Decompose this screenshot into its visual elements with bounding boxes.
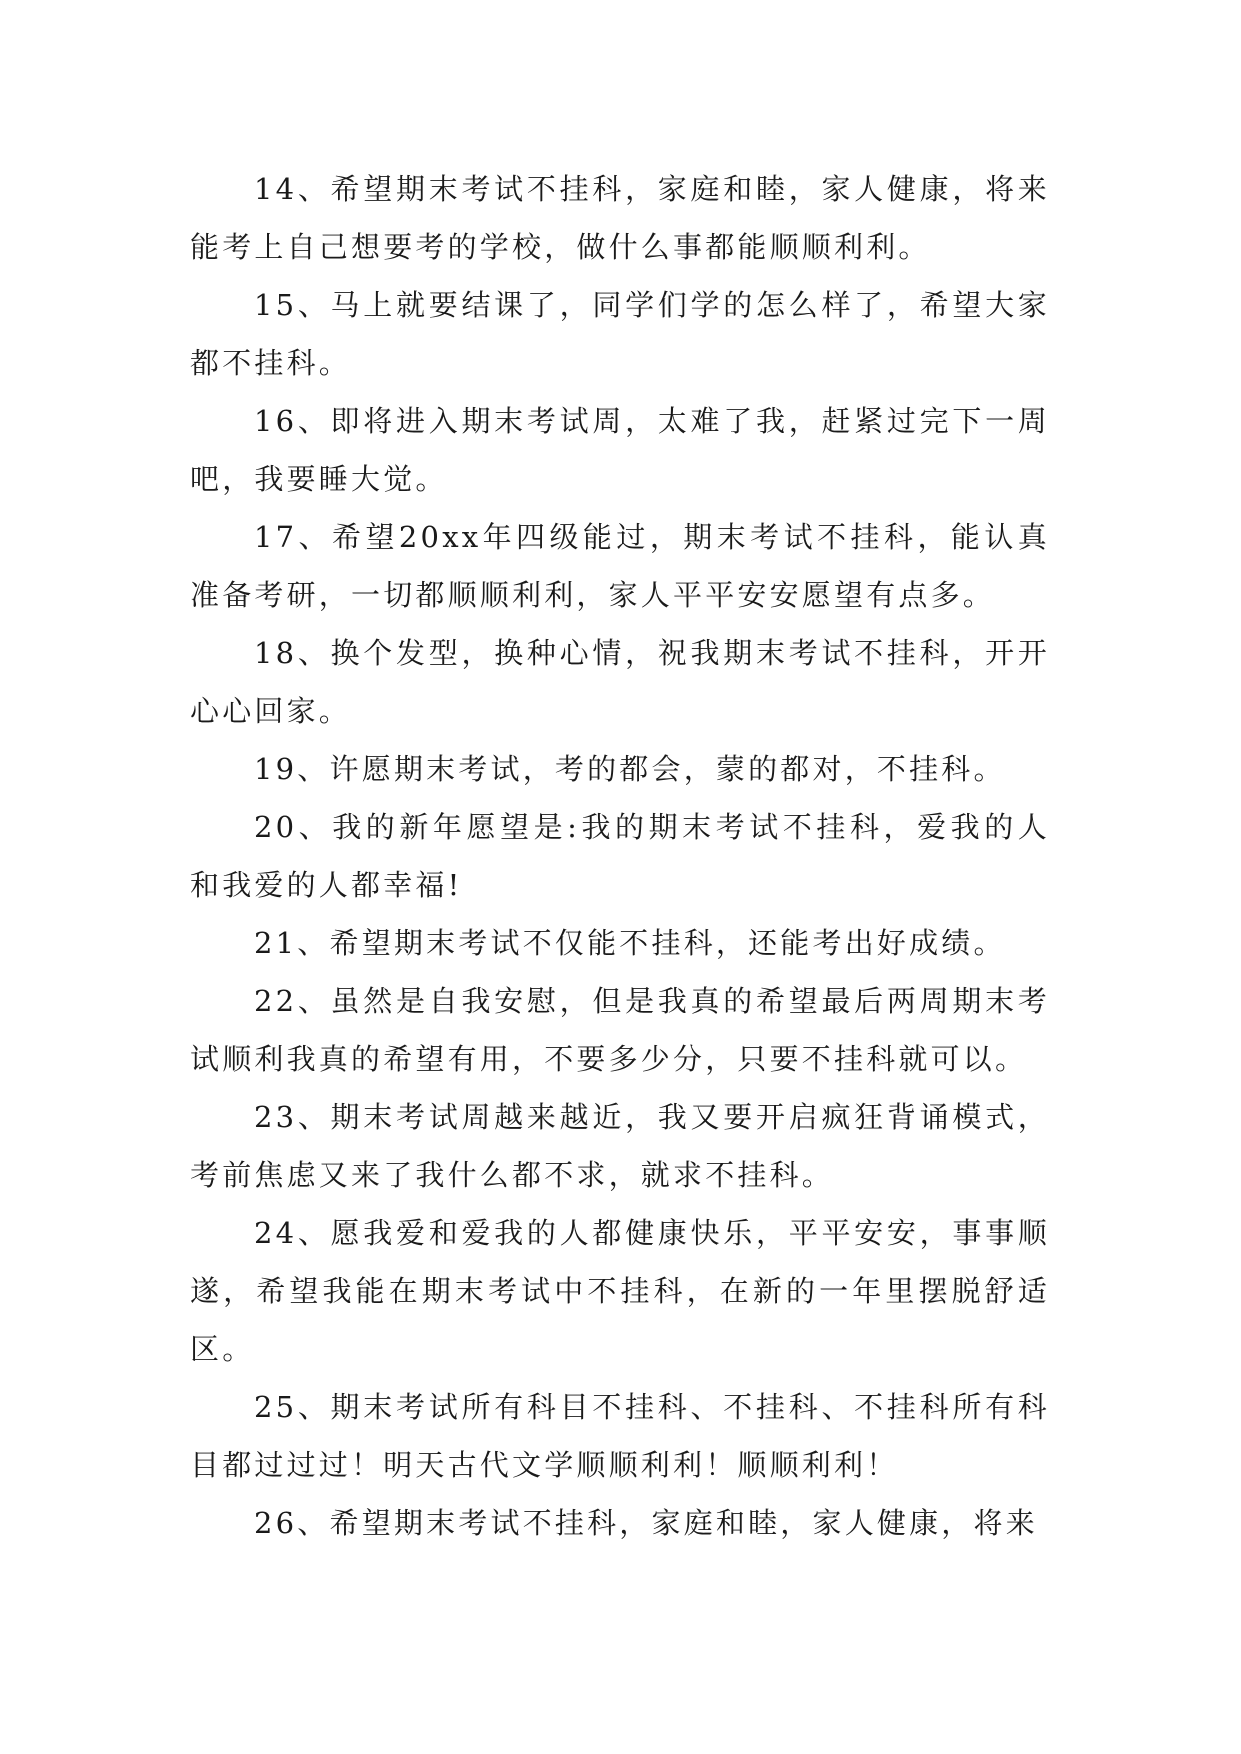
paragraph-14: 14、希望期末考试不挂科，家庭和睦，家人健康，将来能考上自己想要考的学校，做什么事都能顺顺利利。 (190, 172, 1050, 264)
paragraph-16: 16、即将进入期末考试周，太难了我，赶紧过完下一周吧，我要睡大觉。 (190, 404, 1050, 496)
paragraph-23: 23、期末考试周越来越近，我又要开启疯狂背诵模式，考前焦虑又来了我什么都不求，就求不挂科。 (190, 1100, 1050, 1192)
paragraph-21: 21、希望期末考试不仅能不挂科，还能考出好成绩。 (254, 926, 1006, 960)
paragraph-17: 17、希望20xx年四级能过，期末考试不挂科，能认真准备考研，一切都顺顺利利，家人平平安安愿望有点多。 (190, 520, 1050, 612)
paragraph-20: 20、我的新年愿望是:我的期末考试不挂科，爱我的人和我爱的人都幸福! (190, 810, 1050, 902)
paragraph-26: 26、希望期末考试不挂科，家庭和睦，家人健康，将来 (254, 1506, 1038, 1540)
document-body (190, 160, 1050, 1552)
paragraph-25: 25、期末考试所有科目不挂科、不挂科、不挂科所有科目都过过过！明天古代文学顺顺利利！顺顺利利！ (190, 1390, 1050, 1482)
paragraph-19: 19、许愿期末考试，考的都会，蒙的都对，不挂科。 (254, 752, 1006, 786)
paragraph-18: 18、换个发型，换种心情，祝我期末考试不挂科，开开心心回家。 (190, 636, 1050, 728)
paragraph-15: 15、马上就要结课了，同学们学的怎么样了，希望大家都不挂科。 (190, 288, 1050, 380)
paragraph-22: 22、虽然是自我安慰，但是我真的希望最后两周期末考试顺利我真的希望有用，不要多少分，只要不挂科就可以。 (190, 984, 1050, 1076)
paragraph-24: 24、愿我爱和爱我的人都健康快乐，平平安安，事事顺遂，希望我能在期末考试中不挂科，在新的一年里摆脱舒适区。 (190, 1216, 1050, 1366)
